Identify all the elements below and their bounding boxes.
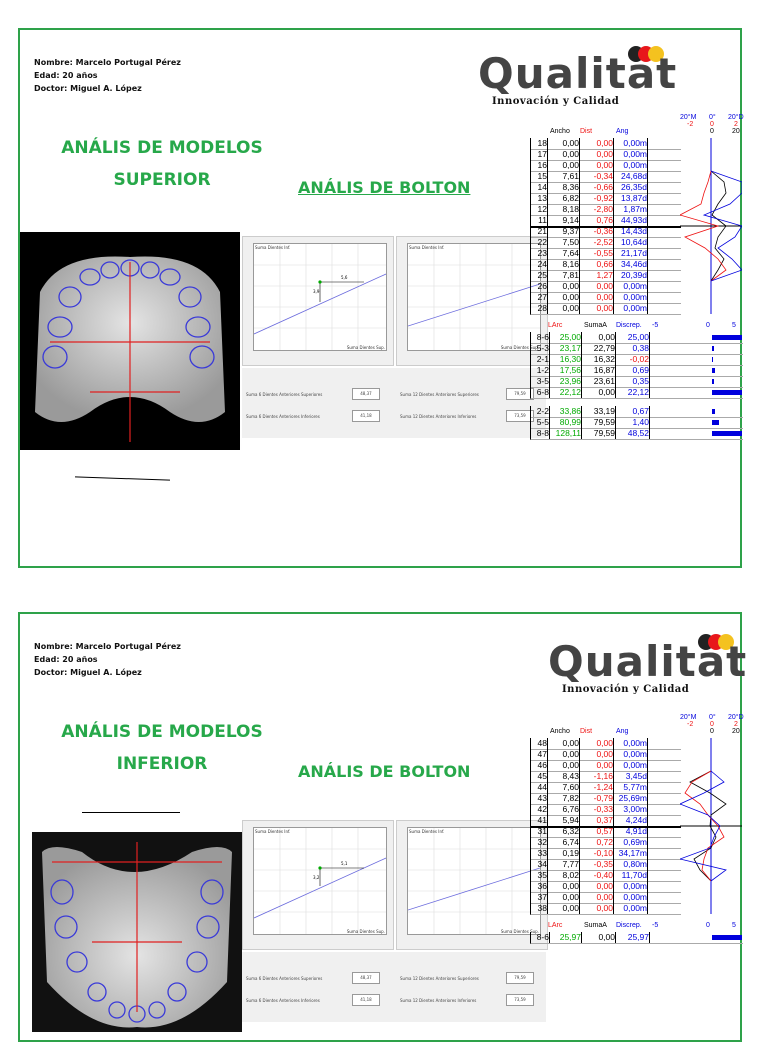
table-cell: 3-5 [531,376,550,387]
arc-col-header: 0 [706,322,710,329]
discrepancy-bar [712,935,742,940]
sum-value: 73,59 [506,410,534,422]
table-cell: 0,66 [579,259,614,270]
plot-xlabel: Suma Dientes Sup. [500,345,539,350]
table-cell: 0,00 [581,387,616,398]
plot-caption: Suma Dientes Inf. [409,245,445,250]
table-cell: 20,39d [613,270,648,281]
col-header: Dist [580,128,593,135]
sum-value: 41,18 [352,994,380,1006]
table-cell: 5-3 [531,343,550,354]
table-cell: 0,00 [547,303,580,314]
lower-jaw-image [32,832,242,1032]
plot-point-label: 5,6 [341,275,348,280]
plot-point-label: 3,2 [313,875,320,880]
angle-graph [680,138,742,314]
table-cell: 31 [531,826,548,837]
table-cell: -2,80 [579,204,614,215]
table-cell: 22,12 [615,387,650,398]
table-cell: 21 [531,226,548,237]
scale-label: 20°M [680,714,697,721]
table-cell: 0,00 [579,303,614,314]
table-cell: 0,00m [613,738,648,749]
table-cell: 128,11 [549,428,582,439]
patient-info [34,640,181,679]
table-cell: 2-1 [531,354,550,365]
bolton-title: ANÁLIS DE BOLTON [298,178,471,197]
table-cell: 38 [531,903,548,914]
table-cell: 7,81 [547,270,580,281]
table-cell: 22,12 [549,387,582,398]
scale-label: 20 [732,128,740,135]
arc-col-header: LArc [548,922,563,929]
sum-label: Suma 12 Dientes Anteriores Inferiores [400,997,477,1003]
teeth-table-upper [530,114,742,554]
table-cell: 5,77m [613,782,648,793]
table-cell: 43 [531,793,548,804]
sum-label: Suma 6 Dientes Anteriores Superiores [246,391,323,397]
plot-caption: Suma Dientes Inf. [409,829,445,834]
report-card-upper [18,28,742,568]
table-cell: 21,17d [613,248,648,259]
table-cell: 0,80m [613,859,648,870]
table-cell: 8,16 [547,259,580,270]
logo-tagline: Innovación y Calidad [492,96,620,107]
sum-label: Suma 6 Dientes Anteriores Inferiores [246,413,320,419]
scale-label: 0° [709,714,716,721]
table-cell: 33,19 [581,406,616,417]
table-cell: -0,66 [579,182,614,193]
discrepancy-bar [712,379,714,384]
plot-xlabel: Suma Dientes Sup. [346,929,385,934]
table-cell: 7,60 [547,782,580,793]
plot-area [407,243,541,351]
table-cell: 13 [531,193,548,204]
table-cell: 6,76 [547,804,580,815]
table-cell: -1,24 [579,782,614,793]
table-cell: 0,00 [547,903,580,914]
table-cell: 0,00 [547,149,580,160]
table-cell: 0,00m [613,892,648,903]
sum-value: 73,59 [506,994,534,1006]
patient-doctor: Doctor: Miguel A. López [34,668,142,677]
bolton-plot-6 [242,820,394,950]
table-cell: 3,45d [613,771,648,782]
table-cell: -0,34 [579,171,614,182]
title-line-1: ANÁLIS DE MODELOS [61,722,263,742]
col-header: Ancho [550,128,570,135]
bolton-plot-6 [242,236,394,366]
title-line-2: SUPERIOR [113,170,211,190]
discrepancy-bar [712,335,742,340]
table-cell: 7,77 [547,859,580,870]
table-cell: 0,00 [579,160,614,171]
plot-area [253,243,387,351]
scale-label: 0 [710,728,714,735]
table-cell: 45 [531,771,548,782]
table-cell: -0,33 [579,804,614,815]
table-cell: 44,93d [613,215,648,226]
sum-label: Suma 12 Dientes Anteriores Superiores [400,391,479,397]
plot-caption: Suma Dientes Inf. [255,829,291,834]
table-cell: 0,00 [579,149,614,160]
scale-label: 0 [710,128,714,135]
sum12-inf-row [400,410,546,422]
sum-label: Suma 6 Dientes Anteriores Superiores [246,975,323,981]
table-cell: -0,55 [579,248,614,259]
sum6-inf-row [246,410,392,422]
table-cell: 1,40 [615,417,650,428]
sum-value: 41,18 [352,410,380,422]
arc-col-header: 5 [732,322,736,329]
sum-value: 48,37 [352,972,380,984]
table-cell: 5-5 [531,417,550,428]
discrepancy-bar [712,390,742,395]
table-cell: 0,72 [579,837,614,848]
table-cell: 8,43 [547,771,580,782]
scale-label: 2 [734,121,738,128]
scale-label: 20 [732,728,740,735]
table-cell: 0,00m [613,138,648,149]
table-cell: 0,00 [579,749,614,760]
plot-area [253,827,387,935]
table-cell: 16,87 [581,365,616,376]
plot-caption: Suma Dientes Inf. [255,245,291,250]
table-cell: 37 [531,892,548,903]
table-cell: 23 [531,248,548,259]
table-cell: 25 [531,270,548,281]
table-cell: 25,00 [549,332,582,343]
table-cell: 8,36 [547,182,580,193]
table-cell: 17,56 [549,365,582,376]
table-cell: 34 [531,859,548,870]
sum-value: 79,59 [506,388,534,400]
table-row [530,428,743,440]
table-cell: 33 [531,848,548,859]
sum-label: Suma 12 Dientes Anteriores Inferiores [400,413,477,419]
table-row [530,903,681,915]
table-cell: 0,00m [613,760,648,771]
table-cell: 44 [531,782,548,793]
table-cell: 24 [531,259,548,270]
table-cell: 11 [531,215,548,226]
discrepancy-bar [712,368,715,373]
table-cell: 9,14 [547,215,580,226]
table-cell: 0,00m [613,149,648,160]
table-cell: 5,94 [547,815,580,826]
table-cell: 47 [531,749,548,760]
table-cell: 0,00 [581,332,616,343]
table-cell: 27 [531,292,548,303]
table-cell: 13,87d [613,193,648,204]
patient-name: Nombre: Marcelo Portugal Pérez [34,58,181,67]
table-row [530,303,681,315]
report-card-lower [18,612,748,1042]
table-cell: -0,36 [579,226,614,237]
table-cell: 34,46d [613,259,648,270]
table-cell: 6,32 [547,826,580,837]
title-line-1: ANÁLIS DE MODELOS [61,138,263,158]
qualitat-logo [548,634,758,694]
table-cell: 15 [531,171,548,182]
table-cell: 0,00m [613,881,648,892]
table-cell: 79,59 [581,417,616,428]
table-cell: 0,00 [579,760,614,771]
table-cell: 17 [531,149,548,160]
col-header: Ang [616,128,629,135]
plot-xlabel: Suma Dientes Sup. [500,929,539,934]
table-cell: 0,67 [615,406,650,417]
table-cell: 3,00m [613,804,648,815]
table-cell: 34,17m [613,848,648,859]
table-cell: 0,00 [547,749,580,760]
scale-label: 20°M [680,114,697,121]
table-cell: 0,00m [613,292,648,303]
table-cell: 0,00 [547,292,580,303]
table-cell: 0,38 [615,343,650,354]
arc-col-header: Discrep. [616,922,642,929]
table-cell: 2-2 [531,406,550,417]
table-cell: 26,35d [613,182,648,193]
sum12-sup-row [400,388,546,400]
table-cell: 32 [531,837,548,848]
table-cell: 16 [531,160,548,171]
table-cell: 6-8 [531,387,550,398]
scale-label: 0° [709,114,716,121]
scale-label: 20°D [728,714,744,721]
arc-col-header: SumaA [584,922,607,929]
table-cell: 0,00 [579,281,614,292]
bolton-plot-12 [396,820,548,950]
sum6-sup-row [246,972,392,984]
table-cell: 16,30 [549,354,582,365]
table-cell: -0,10 [579,848,614,859]
table-cell: 28 [531,303,548,314]
table-cell: 23,17 [549,343,582,354]
table-cell: 0,00 [547,892,580,903]
table-row [530,387,743,399]
table-cell: 24,68d [613,171,648,182]
table-cell: 8-6 [531,932,550,943]
arc-col-header: -5 [652,322,659,329]
table-cell: 7,61 [547,171,580,182]
title-line-2: INFERIOR [116,754,208,774]
table-cell: 4,24d [613,815,648,826]
table-cell: 0,00 [547,281,580,292]
discrepancy-bar [712,420,719,425]
section-title [52,716,272,780]
table-cell: 22,79 [581,343,616,354]
table-cell: 4,91d [613,826,648,837]
table-cell: 0,69 [615,365,650,376]
table-cell: 0,00m [613,749,648,760]
table-cell: 0,00 [579,138,614,149]
table-cell: 8-8 [531,428,550,439]
table-cell: 36 [531,881,548,892]
arc-col-header: LArc [548,322,563,329]
sum-value: 79,59 [506,972,534,984]
table-cell: 25,00 [615,332,650,343]
sum6-sup-row [246,388,392,400]
col-header: Ancho [550,728,570,735]
jaw-underlay [20,450,240,510]
patient-name: Nombre: Marcelo Portugal Pérez [34,642,181,651]
plot-xlabel: Suma Dientes Sup. [346,345,385,350]
table-cell: 25,69m [613,793,648,804]
discrepancy-bar [712,431,742,436]
discrepancy-bar [712,357,713,362]
table-cell: -0,35 [579,859,614,870]
angle-graph [680,738,742,914]
table-cell: 25,97 [549,932,582,943]
table-cell: 16,32 [581,354,616,365]
table-cell: 79,59 [581,428,616,439]
scale-label: 0 [710,121,714,128]
sum6-inf-row [246,994,392,1006]
table-cell: 0,00m [613,303,648,314]
col-header: Dist [580,728,593,735]
sum12-sup-row [400,972,546,984]
section-title [52,132,272,196]
scale-label: 0 [710,721,714,728]
table-cell: 8-6 [531,332,550,343]
table-cell: 46 [531,760,548,771]
table-cell: 0,00 [579,881,614,892]
table-cell: 10,64d [613,237,648,248]
table-cell: 42 [531,804,548,815]
upper-jaw-image [20,232,240,450]
divider [82,812,180,813]
table-cell: 35 [531,870,548,881]
logo-tagline: Innovación y Calidad [562,684,690,695]
table-cell: 12 [531,204,548,215]
plot-point-label: 3,9 [313,289,320,294]
table-cell: 0,00m [613,903,648,914]
teeth-table-lower [530,714,742,1040]
table-cell: 33,86 [549,406,582,417]
table-cell: 0,19 [547,848,580,859]
sum-label: Suma 12 Dientes Anteriores Superiores [400,975,479,981]
arc-col-header: Discrep. [616,322,642,329]
discrepancy-bar [712,346,714,351]
patient-age: Edad: 20 años [34,655,98,664]
table-cell: -1,16 [579,771,614,782]
table-cell: 0,00 [579,292,614,303]
table-cell: 8,02 [547,870,580,881]
table-cell: -2,52 [579,237,614,248]
table-cell: 23,96 [549,376,582,387]
table-cell: 18 [531,138,548,149]
table-cell: 48,52 [615,428,650,439]
table-cell: 14,43d [613,226,648,237]
scale-label: -2 [687,121,694,128]
table-cell: 6,74 [547,837,580,848]
table-cell: 25,97 [615,932,650,943]
table-cell: 0,00 [579,892,614,903]
scale-label: 2 [734,721,738,728]
sum12-inf-row [400,994,546,1006]
table-cell: 0,69m [613,837,648,848]
plot-area [407,827,541,935]
table-cell: 80,99 [549,417,582,428]
table-cell: 0,57 [579,826,614,837]
table-cell: 1,27 [579,270,614,281]
table-cell: -0,40 [579,870,614,881]
table-cell: 7,82 [547,793,580,804]
table-cell: 0,00m [613,281,648,292]
table-cell: -0,79 [579,793,614,804]
table-cell: -0,02 [615,354,650,365]
arc-col-header: -5 [652,922,659,929]
table-cell: 0,00 [579,738,614,749]
patient-doctor: Doctor: Miguel A. López [34,84,142,93]
table-cell: 26 [531,281,548,292]
scale-label: 20°D [728,114,744,121]
table-cell: 1-2 [531,365,550,376]
table-cell: 23,61 [581,376,616,387]
table-cell: 0,76 [579,215,614,226]
sum-value: 48,37 [352,388,380,400]
table-cell: 14 [531,182,548,193]
arc-col-header: 5 [732,922,736,929]
table-cell: 1,87m [613,204,648,215]
table-cell: 0,00 [547,138,580,149]
sums-panel [242,368,546,438]
table-cell: 0,37 [579,815,614,826]
arc-col-header: 0 [706,922,710,929]
logo-wordmark: Qualitat [548,637,748,686]
table-cell: 9,37 [547,226,580,237]
table-cell: 0,00 [547,760,580,771]
table-row [530,932,743,944]
table-cell: 0,00 [581,932,616,943]
table-cell: 0,00 [547,160,580,171]
table-cell: -0,92 [579,193,614,204]
table-cell: 7,64 [547,248,580,259]
table-cell: 0,35 [615,376,650,387]
discrepancy-bar [712,409,715,414]
patient-info [34,56,181,95]
table-cell: 0,00 [547,738,580,749]
patient-age: Edad: 20 años [34,71,98,80]
sum-label: Suma 6 Dientes Anteriores Inferiores [246,997,320,1003]
bolton-plot-12 [396,236,548,366]
table-cell: 22 [531,237,548,248]
table-cell: 0,00 [579,903,614,914]
table-cell: 0,00m [613,160,648,171]
logo-wordmark: Qualitat [478,49,678,98]
col-header: Ang [616,728,629,735]
table-cell: 0,00 [547,881,580,892]
scale-label: -2 [687,721,694,728]
arc-col-header: SumaA [584,322,607,329]
qualitat-logo [478,46,688,106]
table-cell: 11,70d [613,870,648,881]
sums-panel [242,952,546,1022]
bolton-title: ANÁLIS DE BOLTON [298,762,471,781]
table-cell: 8,18 [547,204,580,215]
table-cell: 6,82 [547,193,580,204]
plot-point-label: 5,1 [341,861,348,866]
table-cell: 41 [531,815,548,826]
table-cell: 48 [531,738,548,749]
table-cell: 7,50 [547,237,580,248]
